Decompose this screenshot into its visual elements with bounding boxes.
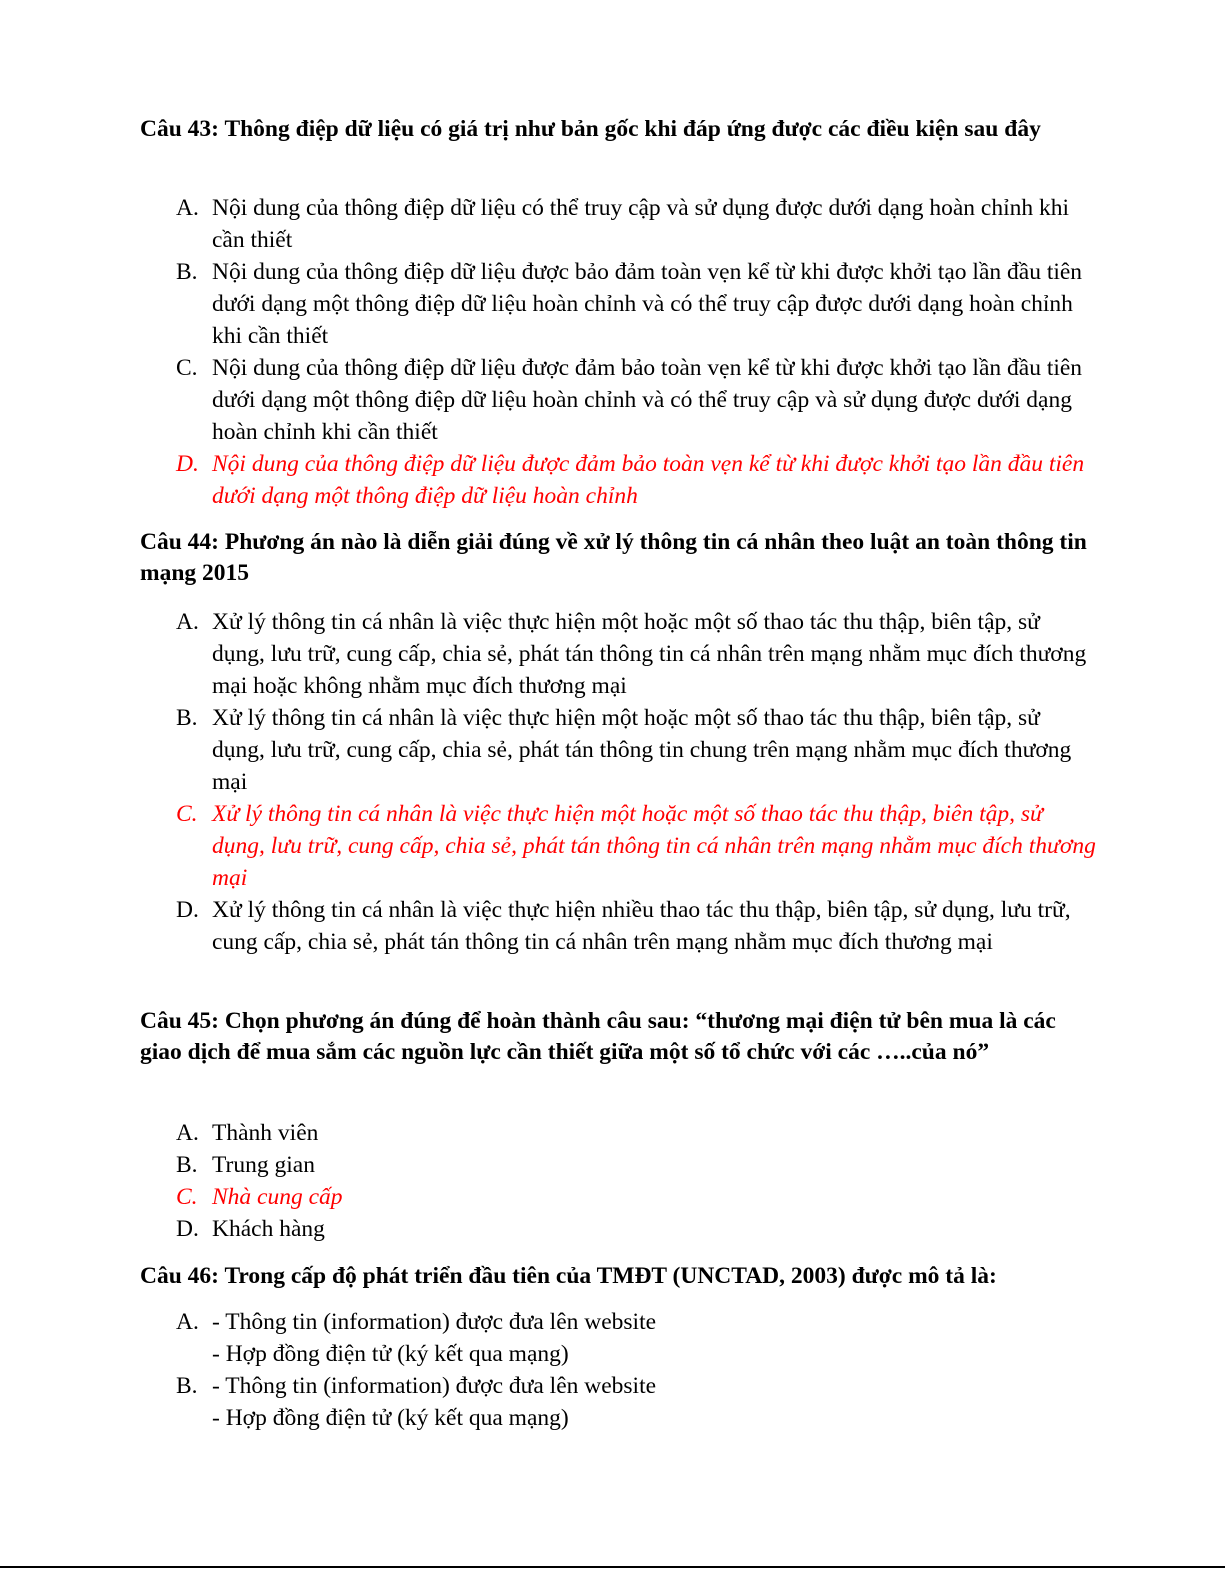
option-letter: B. <box>176 1152 198 1178</box>
option-a <box>176 192 1096 256</box>
option-letter: A. <box>176 1120 199 1146</box>
option-b <box>176 1149 1096 1181</box>
option-letter: D. <box>176 1216 199 1242</box>
option-d <box>176 1213 1096 1245</box>
question-45-options <box>176 1117 1096 1245</box>
option-d-correct <box>176 448 1096 512</box>
option-text: Nội dung của thông điệp dữ liệu được bảo đảm toàn vẹn kể từ khi được khởi tạo lần đầu tiên dưới dạng một thông điệp dữ liệu hoàn chỉnh và có thể truy cập được dưới dạng hoàn chỉnh khi cần thiết <box>212 259 1083 349</box>
option-text: Xử lý thông tin cá nhân là việc thực hiện một hoặc một số thao tác thu thập, biên tập, sử dụng, lưu trữ, cung cấp, chia sẻ, phát tán thông tin chung trên mạng nhằm mục đích thương mại <box>212 705 1072 795</box>
option-b <box>176 1370 1096 1434</box>
option-text: Xử lý thông tin cá nhân là việc thực hiện nhiều thao tác thu thập, biên tập, sử dụng, lưu trữ, cung cấp, chia sẻ, phát tán thông tin cá nhân trên mạng nhằm mục đích thương mại <box>212 897 1071 955</box>
option-text: Xử lý thông tin cá nhân là việc thực hiện một hoặc một số thao tác thu thập, biên tập, sử dụng, lưu trữ, cung cấp, chia sẻ, phát tán thông tin cá nhân trên mạng nhằm mục đích thương mại hoặc không nhằm mục đích thương mại <box>212 609 1087 699</box>
option-c-correct <box>176 1181 1096 1213</box>
option-a <box>176 1117 1096 1149</box>
option-letter: A. <box>176 195 199 221</box>
question-45-title: Câu 45: Chọn phương án đúng để hoàn thành câu sau: “thương mại điện tử bên mua là các giao dịch để mua sắm các nguồn lực cần thiết giữa một số tổ chức với các …..của nó” <box>140 1008 1056 1065</box>
option-b <box>176 256 1096 352</box>
question-43-options <box>176 192 1096 512</box>
option-letter: D. <box>176 897 199 923</box>
option-b <box>176 702 1096 798</box>
page-bottom-rule <box>0 1566 1225 1568</box>
option-letter: A. <box>176 609 199 635</box>
option-text: Nội dung của thông điệp dữ liệu được đảm bảo toàn vẹn kể từ khi được khởi tạo lần đầu tiên dưới dạng một thông điệp dữ liệu hoàn chỉnh <box>212 451 1085 509</box>
option-d <box>176 894 1096 958</box>
question-46-title: Câu 46: Trong cấp độ phát triển đầu tiên của TMĐT (UNCTAD, 2003) được mô tả là: <box>140 1263 997 1289</box>
option-line-1: - Thông tin (information) được đưa lên website <box>212 1373 657 1399</box>
option-letter: C. <box>176 355 198 381</box>
option-line-2: - Hợp đồng điện tử (ký kết qua mạng) <box>212 1405 569 1431</box>
option-letter: B. <box>176 1373 198 1399</box>
option-text: Thành viên <box>212 1120 319 1146</box>
option-text: Nội dung của thông điệp dữ liệu có thể truy cập và sử dụng được dưới dạng hoàn chỉnh khi cần thiết <box>212 195 1070 253</box>
option-text: Nhà cung cấp <box>212 1184 343 1210</box>
option-letter: C. <box>176 1184 198 1210</box>
option-line-2: - Hợp đồng điện tử (ký kết qua mạng) <box>212 1341 569 1367</box>
option-c-correct <box>176 798 1096 894</box>
option-text: Xử lý thông tin cá nhân là việc thực hiện một hoặc một số thao tác thu thập, biên tập, sử dụng, lưu trữ, cung cấp, chia sẻ, phát tán thông tin cá nhân trên mạng nhằm mục đích thương mại <box>212 801 1096 891</box>
option-letter: A. <box>176 1309 199 1335</box>
option-a <box>176 1306 1096 1370</box>
option-line-1: - Thông tin (information) được đưa lên website <box>212 1309 657 1335</box>
option-text: Nội dung của thông điệp dữ liệu được đảm bảo toàn vẹn kể từ khi được khởi tạo lần đầu tiên dưới dạng một thông điệp dữ liệu hoàn chỉnh và có thể truy cập và sử dụng được dưới dạng hoàn chỉnh khi cần thiết <box>212 355 1083 445</box>
option-c <box>176 352 1096 448</box>
option-text: Khách hàng <box>212 1216 325 1242</box>
option-letter: B. <box>176 259 198 285</box>
option-letter: C. <box>176 801 198 827</box>
option-letter: B. <box>176 705 198 731</box>
question-46-options <box>176 1306 1096 1434</box>
option-letter: D. <box>176 451 199 477</box>
option-text: Trung gian <box>212 1152 315 1178</box>
question-44-options <box>176 606 1096 958</box>
option-a <box>176 606 1096 702</box>
question-43-title: Câu 43: Thông điệp dữ liệu có giá trị như bản gốc khi đáp ứng được các điều kiện sau đây <box>140 116 1041 142</box>
question-44-title: Câu 44: Phương án nào là diễn giải đúng về xử lý thông tin cá nhân theo luật an toàn thông tin mạng 2015 <box>140 529 1087 586</box>
